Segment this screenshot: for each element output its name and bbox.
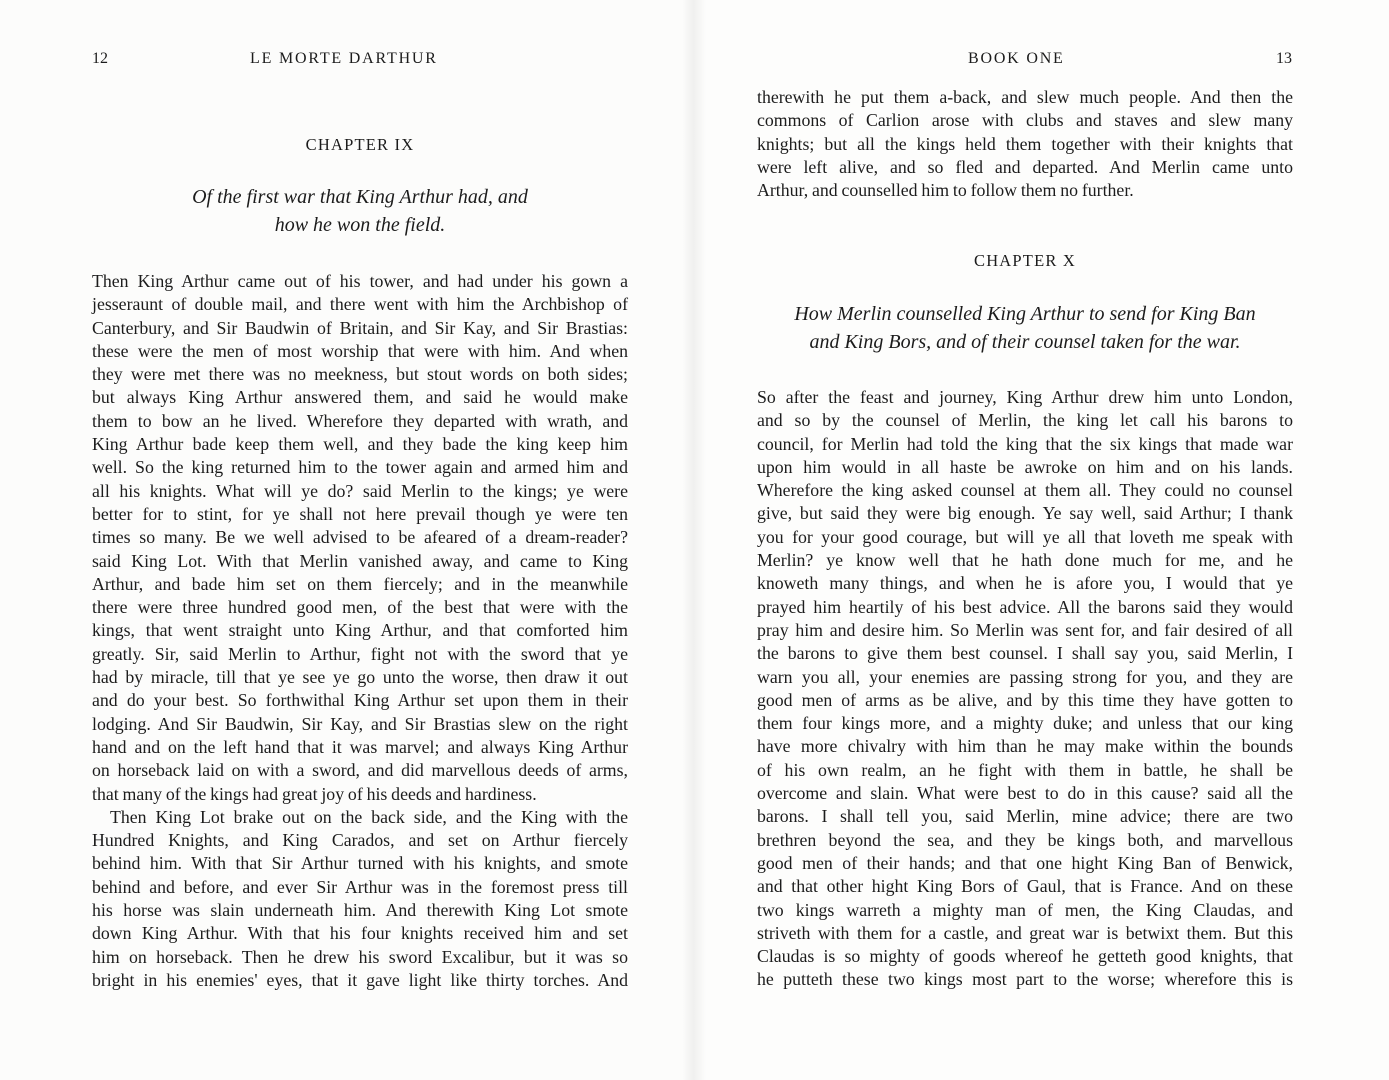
chapter-subtitle-line: and King Bors, and of their counsel taken for the war. <box>809 331 1241 353</box>
running-head: BOOK ONE <box>968 50 1065 67</box>
text-line: well. So the king returned him to the tower again and armed him and <box>92 457 628 478</box>
text-line: them four kings more, and a mighty duke; and unless that our king <box>757 713 1293 734</box>
text-line: Arthur, and counselled him to follow them no further. <box>757 180 1134 201</box>
text-line: prayed him heartily of his best advice. All the barons said they would <box>757 596 1293 617</box>
text-line: striveth with them for a castle, and great war is betwixt them. But this <box>757 922 1293 943</box>
text-line: behind him. With that Sir Arthur turned with his knights, and smote <box>92 853 628 874</box>
text-line: Canterbury, and Sir Baudwin of Britain, and Sir Kay, and Sir Brastias: <box>92 317 628 338</box>
text-line: Claudas is so mighty of goods whereof he getteth good knights, that <box>757 946 1293 967</box>
text-line: therewith he put them a-back, and slew much people. And then the <box>757 87 1293 107</box>
continued-text <box>757 86 1293 202</box>
text-line: of his own realm, an he fight with them in battle, he shall be <box>757 759 1293 780</box>
text-line: So after the feast and journey, King Arthur drew him unto London, <box>757 387 1293 407</box>
text-line: times so many. Be we well advised to be afeared of a dream-reader? <box>92 527 628 548</box>
text-line: two kings warreth a mighty man of men, the King Claudas, and <box>757 899 1293 920</box>
text-line: barons. I shall tell you, said Merlin, mine advice; there are two <box>757 806 1293 827</box>
page-number: 12 <box>92 50 108 67</box>
text-line: him on horseback. Then he drew his sword Excalibur, but it was so <box>92 946 628 967</box>
chapter-subtitle <box>757 300 1293 356</box>
text-line: better for to stint, for ye shall not here prevail though ye were ten <box>92 503 628 524</box>
text-line: jesseraunt of double mail, and there went with him the Archbishop of <box>92 294 628 315</box>
text-line: behind and before, and ever Sir Arthur was in the foremost press till <box>92 876 628 897</box>
text-line: and so by the counsel of Merlin, the king let call his barons to <box>757 410 1293 431</box>
text-line: he putteth these two kings most part to the worse; wherefore this is <box>757 969 1293 990</box>
text-line: them to bow an he lived. Wherefore they departed with wrath, and <box>92 410 628 431</box>
text-line: these were the men of most worship that were with him. And when <box>92 340 628 361</box>
text-line: the barons to give them best counsel. I shall say you, said Merlin, I <box>757 643 1293 664</box>
text-line: you for your good courage, but will ye all that loveth me speak with <box>757 526 1293 547</box>
text-line: upon him would in all haste be awroke on him and on his lands. <box>757 456 1293 477</box>
text-line: lodging. And Sir Baudwin, Sir Kay, and Sir Brastias slew on the right <box>92 713 628 734</box>
right-page <box>694 0 1389 1080</box>
text-line: hand and on the left hand that it was marvel; and always King Arthur <box>92 736 628 757</box>
text-line: Hundred Knights, and King Carados, and set on Arthur fiercely <box>92 830 628 851</box>
text-line: had by miracle, till that ye see ye go unto the worse, then draw it out <box>92 667 628 688</box>
text-line: King Arthur bade keep them well, and they bade the king keep him <box>92 434 628 455</box>
chapter-subtitle-line: How Merlin counselled King Arthur to send for King Ban <box>794 303 1256 325</box>
text-line: said King Lot. With that Merlin vanished away, and came to King <box>92 550 628 571</box>
text-line: council, for Merlin had told the king that the six kings that made war <box>757 433 1293 454</box>
text-line: they were met there was no meekness, but stout words on both sides; <box>92 364 628 385</box>
chapter-subtitle-line: how he won the field. <box>274 214 446 236</box>
text-line: have more chivalry with him than he may make within the bounds <box>757 736 1293 757</box>
chapter-body <box>757 386 1293 992</box>
text-line: Then King Arthur came out of his tower, and had under his gown a <box>92 271 628 291</box>
text-line: knights; but all the kings held them together with their knights that <box>757 133 1293 154</box>
text-line: warn you all, your enemies are passing strong for you, and they are <box>757 666 1293 687</box>
text-line: all his knights. What will ye do? said Merlin to the kings; ye were <box>92 480 628 501</box>
text-line: bright in his enemies' eyes, that it gave light like thirty torches. And <box>92 969 628 990</box>
chapter-subtitle-line: Of the first war that King Arthur had, and <box>192 186 528 208</box>
text-line: that many of the kings had great joy of his deeds and hardiness. <box>92 783 537 804</box>
text-line: greatly. Sir, said Merlin to Arthur, fight not with the sword that ye <box>92 643 628 664</box>
text-line: give, but said they were big enough. Ye say well, said Arthur; I thank <box>757 503 1293 524</box>
running-head: LE MORTE DARTHUR <box>250 50 438 67</box>
chapter-title: CHAPTER IX <box>305 135 415 154</box>
text-line: and that other hight King Bors of Gaul, that is France. And on these <box>757 876 1293 897</box>
text-line: but always King Arthur answered them, and said he would make <box>92 387 628 408</box>
page-number: 13 <box>1276 50 1292 67</box>
text-line: on horseback laid on with a sword, and did marvellous deeds of arms, <box>92 760 628 781</box>
text-line: commons of Carlion arose with clubs and staves and slew many <box>757 110 1293 131</box>
text-line: good men of arms as be alive, and by this time they have gotten to <box>757 689 1293 710</box>
text-line: kings, that went straight unto King Arthur, and that comforted him <box>92 620 628 641</box>
text-line: there were three hundred good men, of the best that were with the <box>92 597 628 618</box>
text-line: good men of their hands; and that one hight King Ban of Benwick, <box>757 852 1293 873</box>
text-line: Arthur, and bade him set on them fiercely; and in the meanwhile <box>92 573 628 594</box>
book-gutter <box>682 0 706 1080</box>
text-line: brethren beyond the sea, and they be kings both, and marvellous <box>757 829 1293 850</box>
text-line: Merlin? ye know well that he hath done much for me, and he <box>757 550 1293 571</box>
left-page <box>0 0 694 1080</box>
chapter-body <box>92 270 628 992</box>
text-line: overcome and slain. What were best to do in this cause? said all the <box>757 783 1293 804</box>
text-line: down King Arthur. With that his four knights received him and set <box>92 923 628 944</box>
chapter-subtitle <box>92 183 628 239</box>
text-line: knoweth many things, and when he is afore you, I would that ye <box>757 573 1293 594</box>
chapter-title: CHAPTER X <box>973 251 1077 270</box>
text-line: Then King Lot brake out on the back side, and the King with the <box>110 806 628 827</box>
text-line: his horse was slain underneath him. And therewith King Lot smote <box>92 900 628 921</box>
text-line: and do your best. So forthwithal King Arthur set upon them in their <box>92 690 628 711</box>
text-line: were left alive, and so fled and departed. And Merlin came unto <box>757 156 1293 177</box>
text-line: pray him and desire him. So Merlin was sent for, and fair desired of all <box>757 619 1293 640</box>
text-line: Wherefore the king asked counsel at them all. They could no counsel <box>757 480 1293 501</box>
